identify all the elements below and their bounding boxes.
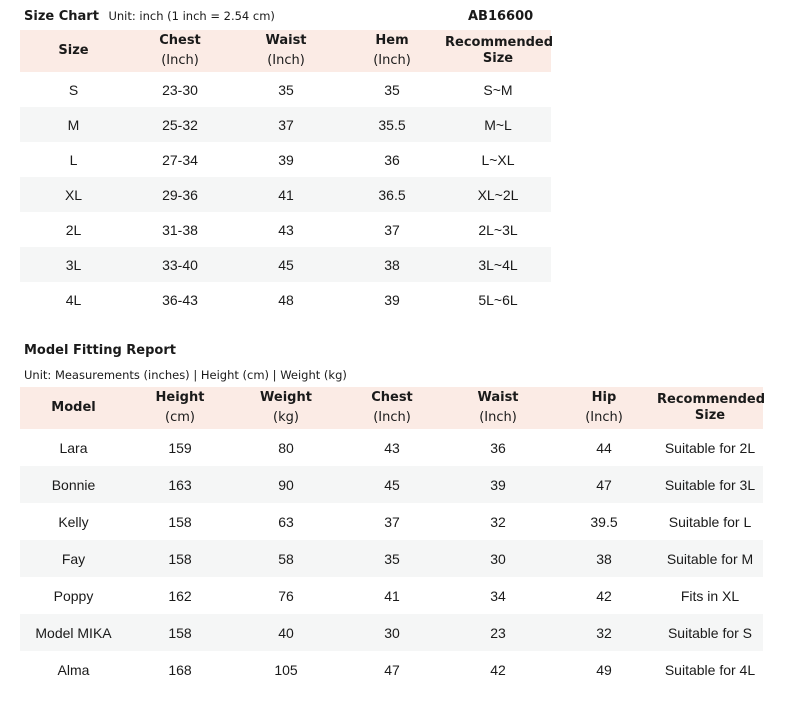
table-cell: 31-38 [162, 221, 198, 238]
table-cell: Suitable for 2L [664, 439, 756, 456]
model-report-title: Model Fitting Report [24, 343, 176, 358]
table-cell: 34 [490, 587, 506, 604]
table-cell: 36 [490, 439, 506, 456]
table-row [20, 577, 763, 614]
table-cell: 27-34 [162, 151, 198, 168]
table-cell: 33-40 [127, 247, 233, 282]
header-size: Size [20, 30, 127, 72]
table-cell: 2L~3L [478, 221, 518, 238]
table-row [20, 247, 551, 282]
table-cell: 39 [384, 291, 400, 308]
table-cell: 41 [233, 177, 339, 212]
table-cell: S~M [483, 81, 513, 98]
size-chart-title: Size Chart [24, 9, 99, 24]
table-cell: 76 [278, 587, 294, 604]
table-row [20, 503, 763, 540]
table-cell: 39.5 [590, 513, 618, 530]
table-row [20, 614, 763, 651]
table-cell: 32 [551, 614, 657, 651]
table-cell: 163 [127, 466, 233, 503]
table-cell: 48 [278, 291, 294, 308]
header-waist: Waist (Inch) [445, 387, 551, 429]
table-cell: 158 [127, 540, 233, 577]
table-row [20, 142, 551, 177]
table-cell: 45 [233, 247, 339, 282]
table-cell: 162 [168, 587, 192, 604]
table-cell: L~XL [481, 151, 515, 168]
header-height: Height (cm) [127, 387, 233, 429]
table-cell: Suitable for M [657, 540, 763, 577]
table-cell: M~L [445, 107, 551, 142]
table-cell: 30 [445, 540, 551, 577]
table-cell: Alma [57, 661, 90, 678]
header-weight: Weight (kg) [233, 387, 339, 429]
table-cell: S [68, 81, 79, 98]
table-cell: 40 [233, 614, 339, 651]
table-cell: 168 [168, 661, 192, 678]
table-cell: Suitable for S [657, 614, 763, 651]
header-waist: Waist (Inch) [233, 30, 339, 72]
model-report-header-row [20, 387, 763, 429]
table-cell: 41 [384, 587, 400, 604]
table-cell: 30 [339, 614, 445, 651]
table-cell: 2L [65, 221, 82, 238]
size-chart-unit: Unit: inch (1 inch = 2.54 cm) [108, 9, 275, 23]
table-cell: L [69, 151, 78, 168]
table-cell: M [20, 107, 127, 142]
table-cell: 25-32 [127, 107, 233, 142]
table-cell: 37 [384, 221, 400, 238]
table-cell: 29-36 [127, 177, 233, 212]
table-cell: 39 [278, 151, 294, 168]
table-row [20, 177, 551, 212]
table-cell: Kelly [58, 513, 89, 530]
table-cell: Fay [20, 540, 127, 577]
table-row [20, 429, 763, 466]
table-cell: 45 [339, 466, 445, 503]
model-report-unit: Unit: Measurements (inches) | Height (cm) | Weight (kg) [24, 368, 347, 382]
table-cell: 3L [20, 247, 127, 282]
model-report-table [20, 387, 766, 688]
table-cell: Model MIKA [20, 614, 127, 651]
table-cell: 23 [445, 614, 551, 651]
table-cell: 47 [384, 661, 400, 678]
table-cell: 35.5 [339, 107, 445, 142]
table-cell: 35 [384, 81, 400, 98]
product-code: AB16600 [468, 9, 534, 24]
table-cell: Poppy [53, 587, 94, 604]
table-cell: XL [20, 177, 127, 212]
header-chest: Chest (Inch) [127, 30, 233, 72]
table-cell: 38 [551, 540, 657, 577]
table-cell: 23-30 [162, 81, 198, 98]
size-chart-header-row [20, 30, 551, 72]
table-cell: 42 [596, 587, 612, 604]
table-cell: 44 [596, 439, 612, 456]
table-row [20, 466, 763, 503]
header-recommended-size: Recommended Size [445, 30, 551, 72]
table-row [20, 107, 551, 142]
header-model: Model [20, 387, 127, 429]
table-cell: 158 [127, 614, 233, 651]
table-cell: 105 [274, 661, 298, 678]
header-hip: Hip (Inch) [551, 387, 657, 429]
header-chest: Chest (Inch) [339, 387, 445, 429]
table-cell: Suitable for 3L [657, 466, 763, 503]
table-cell: 32 [490, 513, 506, 530]
table-cell: 36.5 [339, 177, 445, 212]
table-cell: Lara [59, 439, 88, 456]
table-cell: 49 [596, 661, 612, 678]
table-cell: 38 [339, 247, 445, 282]
table-cell: Suitable for L [668, 513, 752, 530]
table-cell: 35 [339, 540, 445, 577]
table-cell: 5L~6L [478, 291, 518, 308]
size-chart-heading [24, 9, 275, 24]
table-cell: 58 [233, 540, 339, 577]
table-cell: 37 [233, 107, 339, 142]
table-cell: 90 [233, 466, 339, 503]
table-cell: Bonnie [20, 466, 127, 503]
table-cell: 158 [168, 513, 192, 530]
table-cell: 35 [278, 81, 294, 98]
table-row [20, 282, 551, 317]
table-cell: Suitable for 4L [664, 661, 756, 678]
table-cell: 47 [551, 466, 657, 503]
table-cell: 80 [278, 439, 294, 456]
table-row [20, 651, 763, 688]
table-cell: 36-43 [162, 291, 198, 308]
header-recommended-size: Recommended Size [657, 387, 763, 429]
table-cell: Fits in XL [680, 587, 740, 604]
size-chart-table [20, 30, 554, 317]
table-cell: 43 [278, 221, 294, 238]
table-row [20, 540, 763, 577]
table-row [20, 212, 551, 247]
table-cell: 42 [490, 661, 506, 678]
table-row [20, 72, 551, 107]
table-cell: XL~2L [445, 177, 551, 212]
header-hem: Hem (Inch) [339, 30, 445, 72]
table-cell: 3L~4L [445, 247, 551, 282]
table-cell: 36 [384, 151, 400, 168]
table-cell: 159 [168, 439, 192, 456]
table-cell: 37 [384, 513, 400, 530]
table-cell: 4L [65, 291, 82, 308]
table-cell: 43 [384, 439, 400, 456]
table-cell: 63 [278, 513, 294, 530]
table-cell: 39 [445, 466, 551, 503]
